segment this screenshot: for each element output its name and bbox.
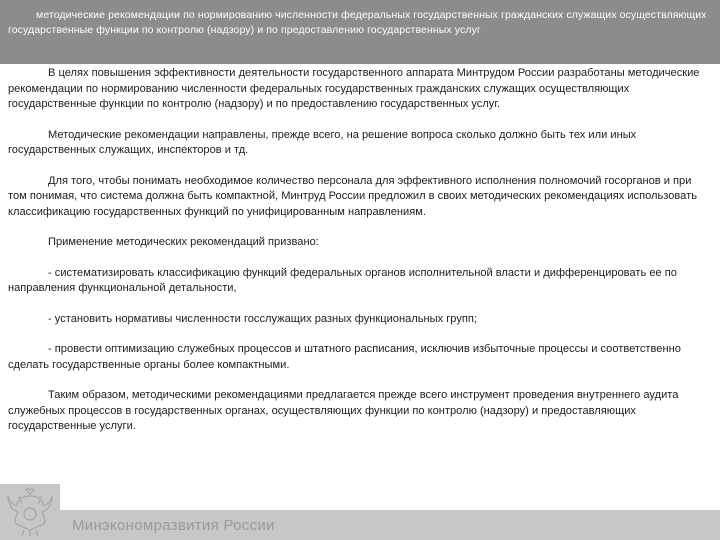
paragraph-intro: В целях повышения эффективности деятельности государственного аппарата Минтрудом России разработаны методические рекомендации по нормированию численности федеральных государственных гражданских служащих осуществляющих государственные функции по контролю (надзору) и по предоставлению государственных услуг. [8, 67, 700, 110]
paragraph-conclusion: Таким образом, методическими рекомендациями предлагается прежде всего инструмент проведения внутреннего аудита служебных процессов в государственных органах, осуществляющих функции по контролю (надзору) и предоставляющих государственные услуги. [8, 389, 679, 432]
paragraph-application: Применение методических рекомендаций призвано: [48, 236, 319, 248]
list-item-systematize: - систематизировать классификацию функций федеральных органов исполнительной власти и дифференцировать ее по направления функциональной детальности, [8, 266, 677, 294]
list-item-norms: - установить нормативы численности госслужащих разных функциональных групп; [48, 312, 477, 325]
emblem [0, 484, 60, 540]
paragraph-purpose: Методические рекомендации направлены, прежде всего, на решение вопроса сколько должно быть тех или иных государственных служащих, инспекторов и тд. [8, 128, 637, 156]
double-headed-eagle-icon [6, 486, 54, 538]
paragraph-classification: Для того, чтобы понимать необходимое количество персонала для эффективного исполнения полномочий госорганов и при том понимая, что система должна быть компактной, Минтруд России предложил в своих методических рекомендациях использовать классификацию государственных функций по унифицированным направлениям. [8, 174, 697, 218]
slide-header [0, 0, 720, 64]
slide-body [8, 66, 708, 450]
slide-title: методические рекомендации по нормированию численности федеральных государственных гражданских служащих осуществляющих государственные функции по контролю (надзору) и по предоставлению государственных услуг [8, 9, 707, 36]
ministry-name: Минэкономразвития России [72, 517, 275, 534]
list-item-optimize: - провести оптимизацию служебных процессов и штатного расписания, исключив избыточные процессы и соответственно сделать государственные органы более компактными. [8, 343, 681, 371]
